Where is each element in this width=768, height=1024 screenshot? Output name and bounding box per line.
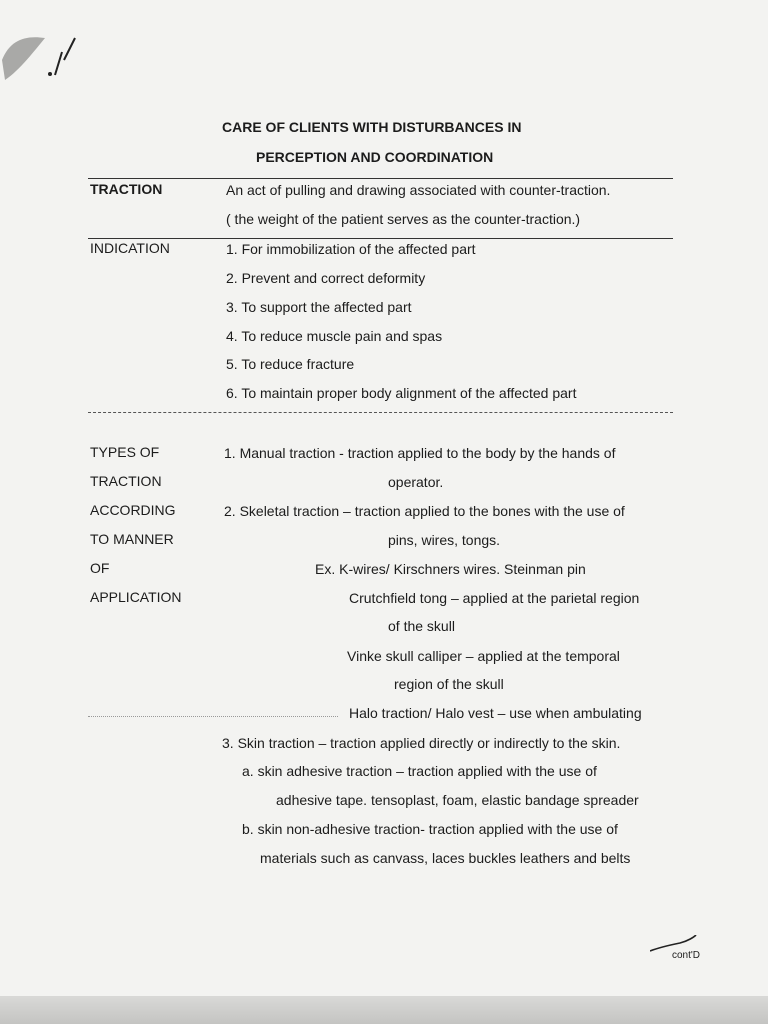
vinke-calliper: Vinke skull calliper – applied at the temporal <box>347 648 620 664</box>
skin-adhesive-cont: adhesive tape. tensoplast, foam, elastic bandage spreader <box>276 792 639 808</box>
indication-item: 5. To reduce fracture <box>226 356 355 372</box>
manual-traction-cont: operator. <box>388 474 444 490</box>
indication-item: 3. To support the affected part <box>226 299 412 315</box>
types-label-line: TO MANNER <box>90 531 174 547</box>
skin-traction: 3. Skin traction – traction applied directly or indirectly to the skin. <box>222 735 621 751</box>
traction-note: ( the weight of the patient serves as the counter-traction.) <box>226 211 581 227</box>
continued-mark <box>650 935 710 960</box>
scan-edge <box>0 996 768 1024</box>
types-label-line: TRACTION <box>90 473 162 489</box>
skeletal-example: Ex. K-wires/ Kirschners wires. Steinman pin <box>315 561 586 577</box>
vinke-calliper-cont: region of the skull <box>394 676 504 692</box>
rule <box>88 238 673 239</box>
skin-adhesive: a. skin adhesive traction – traction applied with the use of <box>242 763 597 779</box>
manual-traction: 1. Manual traction - traction applied to the body by the hands of <box>224 445 616 461</box>
traction-label: TRACTION <box>90 181 163 197</box>
crutchfield-tong-cont: of the skull <box>388 618 455 634</box>
rule <box>88 178 673 179</box>
skin-non-adhesive: b. skin non-adhesive traction- traction applied with the use of <box>242 821 618 837</box>
types-label-line: TYPES OF <box>90 444 160 460</box>
indication-item: 4. To reduce muscle pain and spas <box>226 328 443 344</box>
indication-item: 2. Prevent and correct deformity <box>226 270 426 286</box>
title-line-1: CARE OF CLIENTS WITH DISTURBANCES IN <box>222 119 522 135</box>
pen-mark-icon <box>0 30 90 90</box>
faint-rule <box>88 716 338 717</box>
skin-non-adhesive-cont: materials such as canvass, laces buckles leathers and belts <box>260 850 631 866</box>
types-label-line: APPLICATION <box>90 589 182 605</box>
continued-text: cont'D <box>672 950 701 961</box>
indication-item: 1. For immobilization of the affected part <box>226 241 476 257</box>
crutchfield-tong: Crutchfield tong – applied at the parietal region <box>349 590 640 606</box>
halo-traction: Halo traction/ Halo vest – use when ambulating <box>349 705 642 721</box>
types-label-line: ACCORDING <box>90 502 176 518</box>
indication-item: 6. To maintain proper body alignment of the affected part <box>226 385 577 401</box>
traction-definition: An act of pulling and drawing associated with counter-traction. <box>226 182 611 198</box>
indication-label: INDICATION <box>90 240 170 256</box>
rule <box>88 412 673 413</box>
title-line-2: PERCEPTION AND COORDINATION <box>256 149 494 165</box>
skeletal-traction: 2. Skeletal traction – traction applied to the bones with the use of <box>224 503 625 519</box>
types-label-line: OF <box>90 560 110 576</box>
skeletal-traction-cont: pins, wires, tongs. <box>388 532 501 548</box>
